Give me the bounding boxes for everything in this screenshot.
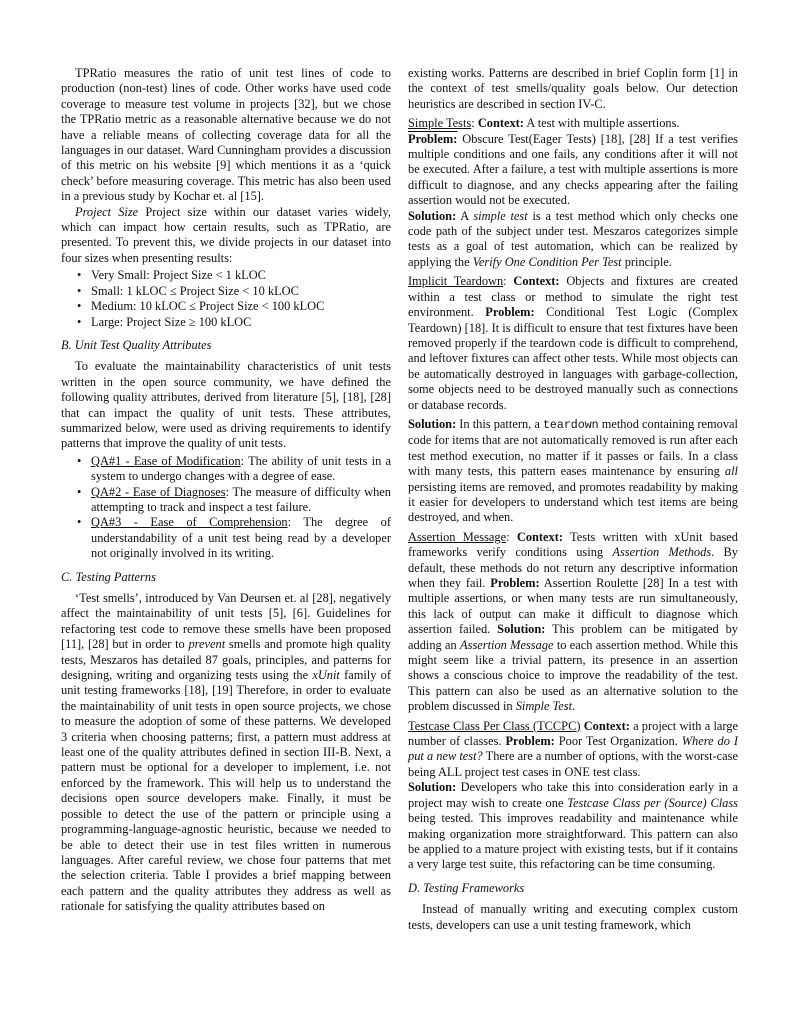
qa-name: QA#2 - Ease of Diagnoses	[91, 484, 226, 499]
section-heading-b: B. Unit Test Quality Attributes	[61, 337, 212, 352]
problem-label: Problem:	[408, 131, 458, 146]
tp-text-c: family of unit testing frameworks [18], [19] Therefore, in order to evaluate the maintainability of unit tests in open source projects, we chose to measure the adoption of some of these patterns. We developed 3 criteria when choosing patterns; first, a pattern must address at least one of the quality attributes defined in section III-B. Next, a pattern must be optional for a developer to implement, i.e. not enforced by the framework. This will help us to understand the decisions open source developers make. Finally, it must be possible to detect the use of the pattern or principle using a programming-language-agnostic heuristic, because we needed to be able to detect their use in test files written in numerous languages. After careful review, we chose four patterns that met the selection criteria. Table I provides a brief mapping between each pattern and the quality attributes they address as well as rationale for satisfying the quality attributes based on	[61, 668, 391, 914]
solution-all: all	[724, 464, 738, 479]
simple-tests-problem	[408, 132, 738, 209]
pattern-title: Assertion Message	[408, 529, 507, 544]
solution-term: Testcase Class per (Source) Class	[567, 795, 739, 810]
section-heading-d: D. Testing Frameworks	[408, 880, 525, 895]
solution-text: method containing removal code for items that are not automatically removed is run after each test method execution, no matter if it passes or fails. In a class with many tests, this pattern eases maintenance by ensuring	[408, 416, 739, 479]
context-text: Tests written with xUnit based frameworks verify conditions using	[408, 529, 739, 560]
solution-text: persisting items are removed, and promotes readability by making it easier for developers to understand which test items are being destroyed, and when.	[408, 479, 738, 525]
context-label: Context:	[477, 116, 524, 131]
tccpc-solution	[408, 780, 738, 872]
qa-text: : The measure of difficulty when attempting to track and inspect a test failure.	[91, 484, 391, 514]
size-item: • Medium: 10 kLOC ≤ Project Size < 100 kLOC	[91, 299, 391, 314]
left-column	[61, 66, 391, 915]
problem-question: Where do I put a new test?	[408, 734, 738, 764]
problem-text: There are a number of options, with the worst-case being ALL project test cases in ONE test class.	[408, 749, 738, 779]
size-item: • Small: 1 kLOC ≤ Project Size < 10 kLOC	[91, 284, 391, 299]
right-column	[408, 66, 738, 933]
qa-item	[91, 454, 391, 485]
solution-text: is a test method which only checks one code path of the subject under test. Meszaros categorizes simple tests as a goal of test automation, which can be realized by applying the	[408, 208, 738, 269]
problem-label: Problem:	[490, 576, 540, 590]
context-text: A test with multiple assertions.	[523, 116, 680, 131]
tp-xunit: xUnit	[312, 668, 340, 683]
solution-text: This problem can be mitigated by adding an	[408, 622, 738, 652]
problem-text: Conditional Test Logic (Complex Teardown) [18]. It is difficult to ensure that test fixtures have been removed properly if the teardown code is difficult to comprehend, and leftover fixtures can affect other tests. While most objects can be automatically destroyed in languages with garbage-collection, some objects need to be destroyed manually such as connections or database records.	[408, 305, 738, 412]
pattern-title: Implicit Teardown	[408, 274, 504, 289]
qa-name: QA#1 - Ease of Modification	[91, 453, 241, 468]
context-term: Assertion Methods	[612, 545, 712, 560]
solution-principle: Verify One Condition Per Test	[472, 254, 622, 269]
problem-text: Poor Test Organization.	[554, 734, 682, 749]
solution-text: Developers who take this into consideration early in a project may wish to create one	[408, 780, 738, 810]
context-label: Context:	[516, 529, 563, 544]
problem-text: Obscure Test(Eager Tests) [18], [28] If a test verifies multiple conditions and one fails, any conditions after it will not be executed. After a failure, a test with multiple assertions is more difficult to diagnose, and any checks appearing after the failing assertion would not be executed.	[408, 131, 738, 208]
project-size-lead: Project Size	[75, 204, 139, 219]
solution-text: to each assertion method. While this might seem like a trivial pattern, its presence in an assertion shows a conscious choice to improve the readability of the test. This pattern can also be used as an alternative solution to the problem discussed in	[408, 637, 738, 714]
testing-patterns-paragraph	[61, 591, 391, 915]
testing-frameworks-paragraph: Instead of manually writing and executing complex custom tests, developers can use a unit testing framework, which	[408, 902, 738, 932]
patterns-intro-paragraph: existing works. Patterns are described in brief Coplin form [1] in the context of test smells/quality goals below. Our detection heuristics are described in section IV-C.	[408, 66, 738, 111]
solution-text: In this pattern, a	[456, 416, 543, 431]
problem-label: Problem:	[505, 734, 555, 749]
tp-text-a: ‘Test smells’, introduced by Van Deursen et. al [28], negatively affect the maintainability of unit tests [5], [6]. Guidelines for refactoring test code to remove these smells have been proposed [11], [28] but in order to	[61, 591, 391, 652]
qa-name: QA#3 - Ease of Comprehension	[91, 515, 288, 530]
qa-item	[91, 485, 391, 516]
solution-term: simple test	[473, 208, 528, 223]
size-item: • Large: Project Size ≥ 100 kLOC	[91, 315, 391, 330]
qa-text: : The ability of unit tests in a system to undergo changes with a degree of ease.	[91, 453, 391, 484]
problem-text: Assertion Roulette [28] In a test with multiple assertions, or when many tests are run simultaneously, this lack of output can make it difficult to diagnose which assertion failed.	[408, 576, 738, 637]
size-item: • Very Small: Project Size < 1 kLOC	[91, 268, 391, 283]
qa-item	[91, 515, 391, 561]
pattern-title: Simple Tests	[408, 116, 472, 131]
tpratio-paragraph: TPRatio measures the ratio of unit test lines of code to production (non-test) lines of code. Other works have used code coverage to measure test volume in projects [32], but we chose the TPRatio metric as a reasonable alternative because we do not have a reliable means of collecting coverage data for all the languages in our dataset. Ward Cunningham provides a discussion of this metric on his website [9] which mentions it as a ‘quick check’ before measuring coverage. This metric has also been used in a previous study by Kochar et. al [15].	[61, 66, 391, 204]
context-label: Context:	[583, 718, 630, 733]
simple-tests-pattern: Simple Tests: Context: A test with multiple assertions.	[408, 116, 680, 131]
qa-text: : The degree of understandability of a unit test being read by a developer not originally involved in its writing.	[91, 515, 391, 561]
solution-label: Solution:	[408, 416, 457, 431]
solution-text: .	[572, 699, 576, 714]
solution-label: Solution:	[408, 208, 457, 223]
project-size-paragraph	[61, 205, 391, 267]
problem-label: Problem:	[485, 305, 535, 320]
solution-ref: Simple Test	[515, 699, 573, 714]
context-label: Context:	[513, 274, 560, 289]
section-heading-c: C. Testing Patterns	[61, 569, 156, 584]
simple-tests-solution	[408, 209, 738, 271]
tccpc-pattern	[408, 719, 738, 781]
assertion-message-pattern: Assertion Message: Context: Tests written with xUnit based frameworks verify conditions using Assertion Methods. By default, these methods do not return any descriptive information when they fail. Problem: Assertion Roulette [28] In a test with multiple assertions, or when many tests are run simultaneously, this lack of output can make it difficult to diagnose which assertion failed. Solution: This problem can be mitigated by adding an Assertion Message to each assertion method. While this might seem like a trivial pattern, its presence in an assertion shows a conscious choice to improve the readability of the test. This pattern can also be used as an alternative solution to the problem discussed in Simple Test.	[408, 529, 739, 714]
context-text: Objects and fixtures are created within a test class or method to simulate the right test environment.	[408, 274, 739, 320]
solution-label: Solution:	[497, 622, 546, 637]
implicit-teardown-pattern: Implicit Teardown: Context: Objects and fixtures are created within a test class or method to simulate the right test environment. Problem: Conditional Test Logic (Complex Teardown) [18]. It is difficult to ensure that test fixtures have been removed properly if the teardown code is difficult to comprehend, and leftover fixtures can affect other tests. While most objects can be automatically destroyed in languages with garbage-collection, some objects need to be destroyed manually such as connections or database records.	[408, 274, 739, 412]
project-size-text: Project size within our dataset varies widely, which can impact how certain results, such as TPRatio, are presented. To prevent this, we divide projects in our dataset into four sizes when presenting results:	[61, 204, 391, 265]
tp-text-b: smells and promote high quality tests, Meszaros has detailed 87 goals, principles, and patterns for designing, writing and organizing tests using the	[61, 637, 392, 683]
quality-attributes-list	[61, 454, 391, 562]
solution-text: A	[456, 208, 474, 223]
pattern-title: Testcase Class Per Class (TCCPC)	[408, 718, 581, 733]
solution-term: Assertion Message	[460, 637, 554, 652]
solution-label: Solution:	[408, 780, 457, 795]
solution-text: principle.	[621, 254, 672, 269]
context-text: a project with a large number of classes.	[408, 718, 738, 749]
quality-attributes-paragraph: To evaluate the maintainability characteristics of unit tests written in the open source community, we have defined the following quality attributes, derived from literature [5], [18], [28] that can impact the quality of unit tests. These attributes, summarized below, were used as driving requirements to identify patterns that improve the quality of unit tests.	[61, 359, 391, 451]
tp-prevent: prevent	[188, 637, 226, 652]
implicit-teardown-solution	[408, 417, 738, 526]
project-size-list	[61, 268, 391, 330]
solution-text: being tested. This improves readability and maintenance while making organization more straightforward. This pattern can also be applied to a mature project with existing tests, but if it contains a very large test suite, this refactoring can be time consuming.	[408, 811, 738, 872]
context-text: . By default, these methods do not return any descriptive information when they fail.	[408, 545, 738, 590]
teardown-code: teardown	[542, 418, 599, 432]
